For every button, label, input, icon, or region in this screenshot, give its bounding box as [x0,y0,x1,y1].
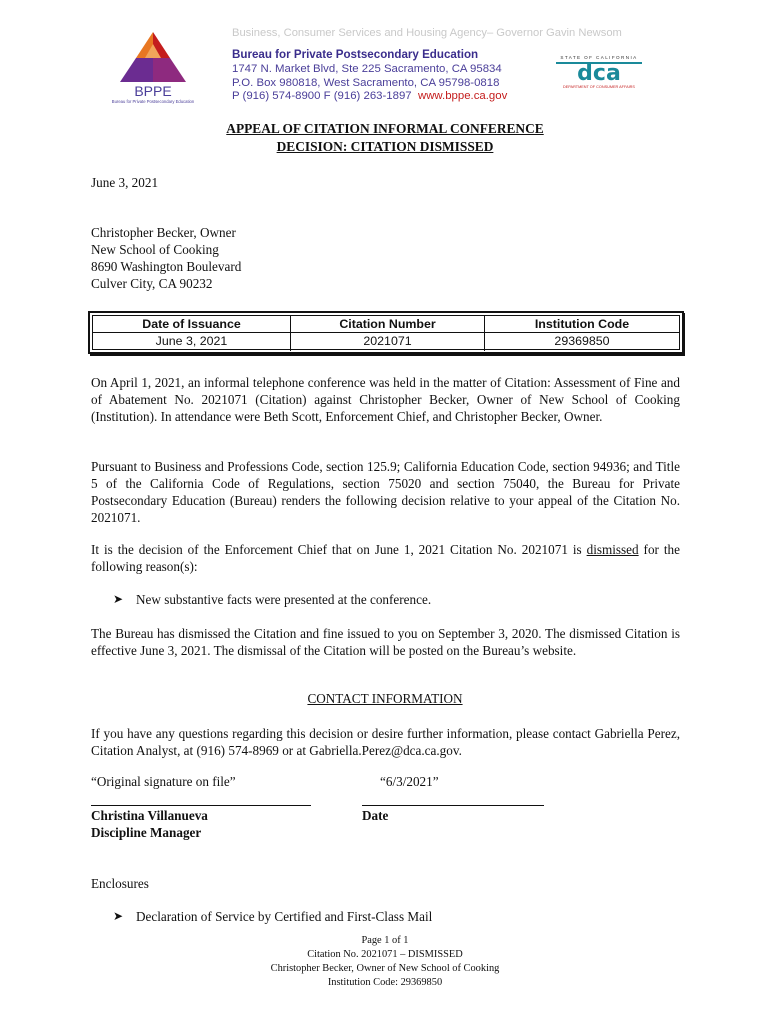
table-cell-institution: 29369850 [554,334,610,348]
recipient-name: Christopher Becker, Owner [91,225,236,240]
table-cell-citation: 2021071 [291,333,485,351]
letter-date: June 3, 2021 [91,175,159,190]
paragraph-conference: On April 1, 2021, an informal telephone conference was held in the matter of Citation: Assessment of Fine and of Abatement No. 2021071 (Citation) against Christopher Becker, Owner of New School of Cooking (Institution). In attendance were Beth Scott, Enforcement Chief, and Christopher Becker, Owner. [91,375,680,424]
dca-logo-bottom: DEPARTMENT OF CONSUMER AFFAIRS [563,85,635,89]
paragraph-dismissal: The Bureau has dismissed the Citation and fine issued to you on September 3, 2020. The dismissed Citation is effective June 3, 2021. The dismissal of the Citation will be posted on the Bureau’s website. [91,626,680,658]
paragraph-pursuant: Pursuant to Business and Professions Code, section 125.9; California Education Code, section 94936; and Title 5 of the California Code of Regulations, section 75020 and section 75040, the Bureau for Private Postsecondary Education (Bureau) renders the following decision relative to your appeal of the Citation No. 2021071. [91,459,680,525]
footer [0,934,770,990]
footer-code: Institution Code: 29369850 [327,977,443,988]
table-header-citation: Citation Number [291,316,485,333]
footer-citation: Citation No. 2021071 – DISMISSED [307,949,463,960]
table-header-date: Date of Issuance [93,316,291,333]
phone-numbers: P (916) 574-8900 F (916) 263-1897 [232,90,412,102]
website-link[interactable]: www.bppe.ca.gov [417,90,508,102]
enclosure-item-1: Declaration of Service by Certified and First-Class Mail [136,909,433,924]
address-line-1: 1747 N. Market Blvd, Ste 225 Sacramento, CA 95834 [232,63,502,75]
table-header-institution: Institution Code [485,316,679,333]
signature-line [91,805,311,806]
signer-name: Christina Villanueva [91,808,208,823]
agency-line: Business, Consumer Services and Housing Agency– Governor Gavin Newsom [232,27,622,39]
recipient-school: New School of Cooking [91,242,219,257]
footer-owner: Christopher Becker, Owner of New School of Cooking [270,963,500,974]
recipient-street: 8690 Washington Boulevard [91,259,242,274]
citation-table [88,311,684,354]
contact-line [232,90,507,102]
dca-logo-top: STATE OF CALIFORNIA [560,55,638,60]
bureau-name: Bureau for Private Postsecondary Education [232,48,479,61]
footer-page: Page 1 of 1 [361,935,409,946]
bppe-logo-subtext: Bureau for Private Postsecondary Education [112,99,194,104]
dismissed-word: dismissed [586,542,639,557]
document-title-line-1: APPEAL OF CITATION INFORMAL CONFERENCE [226,121,544,136]
paragraph-decision: It is the decision of the Enforcement Chief that on June 1, 2021 Citation No. 2021071 is dismissed for the following reason(s): [91,542,680,574]
date-label: Date [362,808,389,823]
signature-quote: “Original signature on file” [91,774,236,789]
arrow-bullet-icon: ➤ [113,909,124,923]
bppe-logo [112,30,194,104]
reason-bullet-1: New substantive facts were presented at the conference. [136,592,432,607]
table-cell-date: June 3, 2021 [93,333,291,351]
dca-logo [554,52,644,90]
paragraph-contact: If you have any questions regarding this decision or desire further information, please contact Gabriella Perez, Citation Analyst, at (916) 574-8969 or at Gabriella.Perez@dca.ca.gov. [91,726,680,758]
recipient-city: Culver City, CA 90232 [91,276,213,291]
arrow-bullet-icon: ➤ [113,592,124,606]
bppe-logo-text: BPPE [134,83,172,99]
document-title-line-2: DECISION: CITATION DISMISSED [276,139,494,154]
address-line-2: P.O. Box 980818, West Sacramento, CA 95798-0818 [232,77,500,89]
signer-role: Discipline Manager [91,825,202,840]
dca-logo-text: dca [577,61,621,86]
date-line [362,805,544,806]
contact-heading: CONTACT INFORMATION [307,691,463,706]
enclosures-label: Enclosures [91,876,149,891]
date-quote: “6/3/2021” [380,774,439,789]
